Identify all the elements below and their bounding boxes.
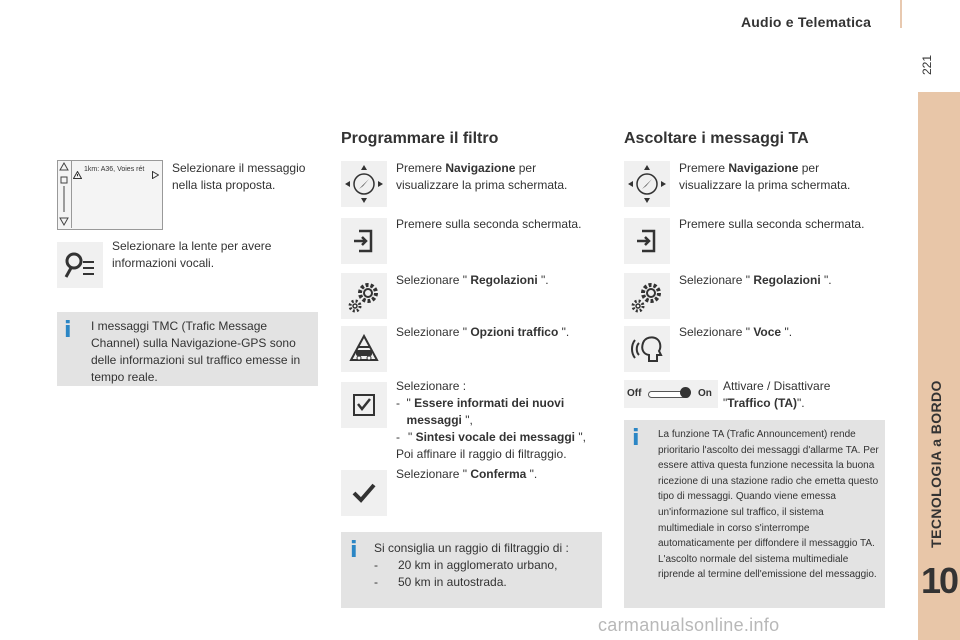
voice-speaking-icon — [629, 333, 665, 365]
ta-step-second-screen: Premere sulla seconda schermata. — [679, 217, 865, 231]
voice-button — [624, 326, 670, 372]
ta-step-settings: Selezionare " Regolazioni ". — [679, 273, 832, 287]
settings-gears-icon — [627, 276, 667, 316]
info-icon: i — [350, 538, 358, 563]
ta-info-text: La funzione TA (Trafic Announcement) rende prioritario l'ascolto dei messaggi d'allarme TA. Per essere attiva questa funzione necessita la buona ricezione di una stazione radio che emetta questo tipo di messaggi. Quando viene emessa un'informazione sul traffico, il sistema multimediale in corso s'interrompe automaticamente per diffondere il messaggio TA. L'ascolto normale del sistema multimediale riprende al termine dell'emissione del messaggio. — [658, 429, 879, 581]
filter-step-select-options: Selezionare : - " Essere informati dei nuovi messaggi ", - " Sintesi vocale dei messaggi ", Poi affinare il raggio di filtraggio. — [396, 379, 586, 461]
play-arrow-icon — [152, 166, 159, 184]
watermark: carmanualsonline.info — [598, 615, 780, 635]
ta-step-toggle: Attivare / Disattivare "Traffico (TA)". — [723, 379, 831, 410]
section-header-title: Audio e Telematica — [741, 14, 872, 30]
navigation-button — [624, 161, 670, 207]
settings-button — [624, 273, 670, 319]
navigation-compass-icon — [342, 162, 386, 206]
filter-step-confirm: Selezionare " Conferma ". — [396, 467, 538, 481]
filter-section-title: Programmare il filtro — [341, 130, 499, 147]
screen-scroll-column — [57, 160, 72, 228]
filter-step-traffic-options: Selezionare " Opzioni traffico ". — [396, 325, 570, 339]
filter-options-button — [341, 382, 387, 428]
checkmark-icon — [351, 482, 377, 504]
filter-step-second-screen: Premere sulla seconda schermata. — [396, 217, 582, 231]
confirm-button — [341, 470, 387, 516]
toggle-knob — [680, 387, 691, 398]
warning-triangle-icon — [73, 166, 82, 184]
ta-step-navigation: Premere Navigazione per visualizzare la prima schermata. — [679, 161, 851, 192]
navigation-button — [341, 161, 387, 207]
settings-gears-icon — [344, 276, 384, 316]
info-icon: i — [64, 318, 72, 343]
second-screen-button — [341, 218, 387, 264]
ta-step-voice: Selezionare " Voce ". — [679, 325, 793, 339]
tmc-info-text: I messaggi TMC (Trafic Message Channel) sulla Navigazione-GPS sono delle informazioni sul traffico emesse in tempo reale. — [91, 319, 301, 384]
chapter-tab-label: TECNOLOGIA a BORDO — [928, 380, 944, 548]
settings-button — [341, 273, 387, 319]
second-screen-button — [624, 218, 670, 264]
header-divider — [900, 0, 902, 28]
page-number: 221 — [920, 54, 934, 76]
checkbox-list-icon — [351, 392, 377, 418]
traffic-options-icon — [347, 334, 381, 364]
magnifier-voice-button — [57, 242, 103, 288]
next-screen-icon — [634, 228, 660, 254]
toggle-on-label: On — [698, 388, 712, 399]
info-icon: i — [632, 426, 640, 451]
filter-tip-text: Si consiglia un raggio di filtraggio di : - 20 km in agglomerato urbano, - 50 km in autostrada. — [374, 541, 569, 589]
traffic-options-button — [341, 326, 387, 372]
filter-step-navigation: Premere Navigazione per visualizzare la prima schermata. — [396, 161, 568, 192]
chapter-number: 10 — [920, 560, 958, 601]
scroll-controls-icon — [57, 160, 71, 228]
navigation-compass-icon — [625, 162, 669, 206]
step-select-message: Selezionare il messaggio nella lista proposta. — [172, 161, 306, 192]
magnifier-icon — [63, 250, 97, 280]
ta-section-title: Ascoltare i messaggi TA — [624, 130, 809, 147]
next-screen-icon — [351, 228, 377, 254]
toggle-off-label: Off — [627, 388, 642, 399]
filter-step-settings: Selezionare " Regolazioni ". — [396, 273, 549, 287]
step-select-magnifier: Selezionare la lente per avere informazioni vocali. — [112, 239, 272, 270]
traffic-message-text: 1km: A36, Voies rét — [84, 166, 145, 173]
